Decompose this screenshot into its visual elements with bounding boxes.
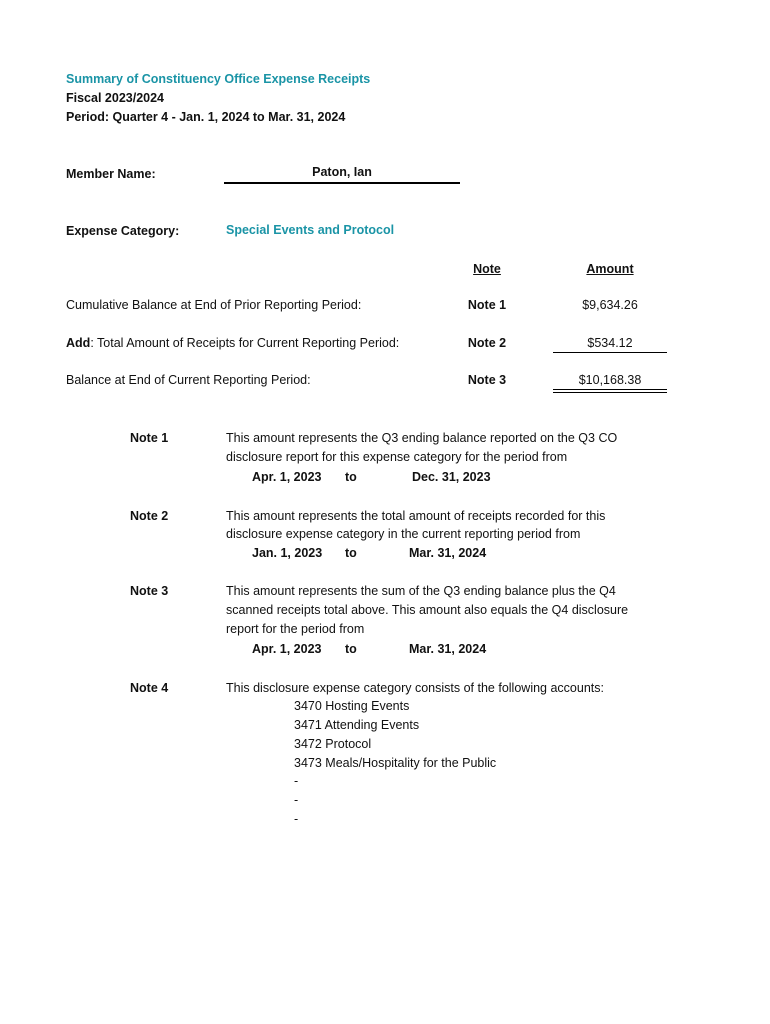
- note-date-to: Mar. 31, 2024: [409, 642, 487, 656]
- note-text-line: This disclosure expense category consists of the following accounts:: [226, 681, 604, 695]
- row-label-prefix: Add: [66, 336, 91, 350]
- account-item: 3470 Hosting Events: [294, 699, 410, 713]
- account-item: -: [294, 812, 299, 826]
- note-text-line: This amount represents the Q3 ending balance reported on the Q3 CO: [226, 431, 618, 445]
- note-date-from: Jan. 1, 2023: [252, 546, 323, 560]
- table-row-label: [66, 298, 361, 312]
- note-text-line: This amount represents the sum of the Q3 ending balance plus the Q4: [226, 584, 616, 598]
- account-item: -: [294, 793, 299, 807]
- note-date-to: Mar. 31, 2024: [409, 546, 487, 560]
- note-date-to: Dec. 31, 2023: [412, 470, 491, 484]
- note-label: Note 1: [130, 431, 169, 445]
- reporting-period: Period: Quarter 4 - Jan. 1, 2024 to Mar. 31, 2024: [66, 110, 346, 124]
- fiscal-year: Fiscal 2023/2024: [66, 91, 164, 105]
- account-item: 3472 Protocol: [294, 737, 372, 751]
- table-row-label: [66, 373, 311, 387]
- note-label: Note 3: [130, 584, 169, 598]
- note-label: Note 4: [130, 681, 169, 695]
- note-text-line: disclosure expense category in the current reporting period from: [226, 527, 581, 541]
- table-row-label: [66, 336, 399, 350]
- expense-category-value: Special Events and Protocol: [226, 223, 395, 237]
- row-note-ref: Note 3: [467, 373, 507, 387]
- amount-column-header: Amount: [586, 262, 634, 276]
- row-note-ref: Note 1: [467, 298, 507, 312]
- member-name-underline: [224, 182, 460, 184]
- note-column-header: Note: [473, 262, 501, 276]
- note-text-line: disclosure report for this expense category for the period from: [226, 450, 568, 464]
- total-double-underline-top: [553, 389, 667, 390]
- note-text-line: This amount represents the total amount of receipts recorded for this: [226, 509, 606, 523]
- note-date-to-word: to: [345, 546, 357, 560]
- total-double-underline-bottom: [553, 392, 667, 393]
- row-note-ref: Note 2: [467, 336, 507, 350]
- note-date-to-word: to: [345, 642, 357, 656]
- note-text-line: report for the period from: [226, 622, 365, 636]
- row-label-text: Balance at End of Current Reporting Period:: [66, 373, 311, 387]
- note-label: Note 2: [130, 509, 169, 523]
- note-text-line: scanned receipts total above. This amount also equals the Q4 disclosure: [226, 603, 629, 617]
- note-date-from: Apr. 1, 2023: [252, 642, 322, 656]
- subtotal-underline: [553, 352, 667, 353]
- account-item: 3471 Attending Events: [294, 718, 420, 732]
- account-item: 3473 Meals/Hospitality for the Public: [294, 756, 497, 770]
- account-item: -: [294, 774, 299, 788]
- row-amount: $10,168.38: [578, 373, 642, 387]
- expense-category-label: Expense Category:: [66, 224, 180, 238]
- member-name-label: Member Name:: [66, 167, 156, 181]
- report-title: Summary of Constituency Office Expense Receipts: [66, 72, 371, 86]
- row-amount: $534.12: [587, 336, 633, 350]
- row-label-text: : Total Amount of Receipts for Current Reporting Period:: [90, 336, 400, 350]
- row-label-text: Cumulative Balance at End of Prior Reporting Period:: [66, 298, 362, 312]
- member-name-value: Paton, Ian: [312, 165, 372, 179]
- note-date-to-word: to: [345, 470, 357, 484]
- note-date-from: Apr. 1, 2023: [252, 470, 322, 484]
- row-amount: $9,634.26: [582, 298, 638, 312]
